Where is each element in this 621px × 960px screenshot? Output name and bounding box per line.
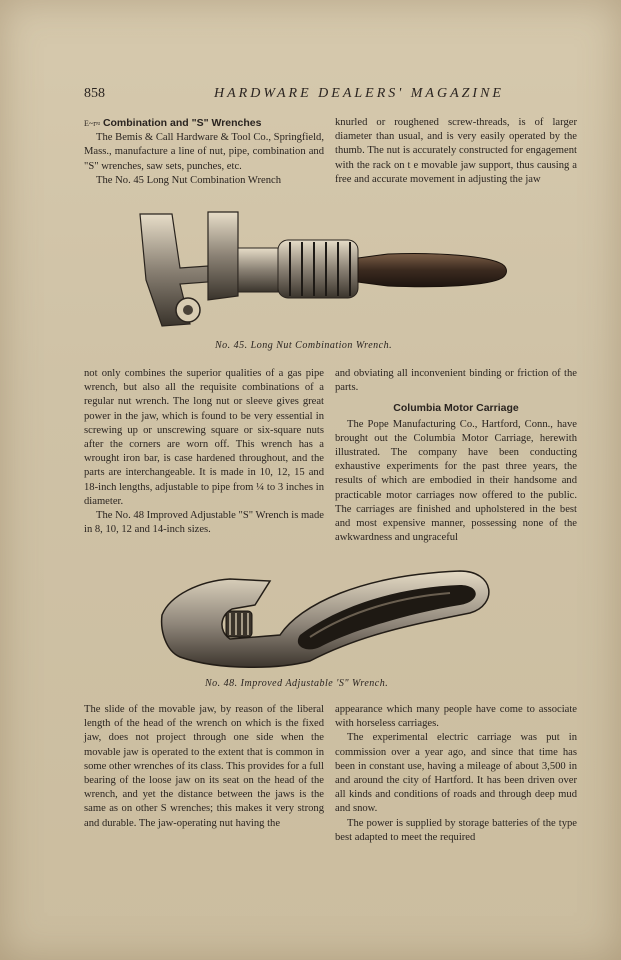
column-middle-left <box>84 367 324 537</box>
column-top-right <box>335 116 577 187</box>
page-number: 858 <box>84 86 105 101</box>
paragraph: and obviating all inconvenient binding or friction of the parts. <box>335 368 577 394</box>
paragraph: not only combines the superior qualities of a gas pipe wrench, but also all the requisite combinations of a regular nut wrench. The long nut or sleeve gives great power in the jaw, which is found to be very essential in screwing up or unscrewing square or six-square nuts after the corners are worn off. This wrench has a wrought iron bar, is case hardened throughout, and the parts are interchangeable. It is made in 10, 12, 15 and 18-inch lengths, adjustable to pipe from ¼ to 3 inches in diameter. <box>84 368 324 507</box>
paragraph: The slide of the movable jaw, by reason of the liberal length of the head of the wrench on which is the fixed jaw, does not project through one side when the movable jaw is operated to the extent that is common in some other wrenches of its class. This provides for a full bearing of the loose jaw on its seat on the head of the wrench, and yet the distance between the jaws is the same as on other S wrenches; this makes it very strong and durable. The jaw-operating nut having the <box>84 704 324 829</box>
heading-mark: E~r≈ <box>84 119 101 128</box>
paragraph: The Bemis & Call Hardware & Tool Co., Springfield, Mass., manufacture a line of nut, pipe, combination and "S" wrenches, saw sets, punches, etc. <box>84 132 324 172</box>
paragraph: The No. 45 Long Nut Combination Wrench <box>96 174 282 186</box>
page-header <box>84 86 573 106</box>
paragraph: The No. 48 Improved Adjustable "S" Wrench is made in 8, 10, 12 and 14-inch sizes. <box>84 510 324 536</box>
paragraph: The experimental electric carriage was put in commission over a year ago, and since that time has been in constant use, having a mileage of about 3,500 in and around the city of Hartford. It has been driven over all kinds and conditions of roads and through deep mud and snow. <box>335 732 577 815</box>
heading-text: Combination and "S" Wrenches <box>102 117 262 129</box>
paragraph: appearance which many people have come to associate with horseless carriages. <box>335 704 577 730</box>
paragraph: knurled or roughened screw-threads, is of larger diameter than usual, and is very easily operated by the thumb. The nut is accurately constructed for engagement with the rack on t e movable jaw support, thus causing a free and accurate movement in adjusting the jaw <box>335 117 577 185</box>
magazine-title: HARDWARE DEALERS' MAGAZINE <box>214 86 504 101</box>
column-bottom-right <box>335 703 577 845</box>
article-heading-columbia: Columbia Motor Carriage <box>393 402 519 415</box>
column-middle-right <box>335 367 577 545</box>
paragraph: The Pope Manufacturing Co., Hartford, Conn., have brought out the Columbia Motor Carriage, herewith illustrated. The company have been conducting exhaustive experiments for the past three years, the results of which are embodied in their handsome and practicable motor carriages now offered to the public. The carriages are finished and upholstered in the best and most expensive manner, possessing none of the awkwardness and ungraceful <box>335 418 577 544</box>
s-wrench-illustration <box>160 565 500 673</box>
figure-caption-no48: No. 48. Improved Adjustable 'S" Wrench. <box>205 678 389 689</box>
paragraph: The power is supplied by storage batteries of the type best adapted to meet the required <box>335 817 577 843</box>
article-heading-wrenches <box>84 116 324 131</box>
figure-caption-no45: No. 45. Long Nut Combination Wrench. <box>215 340 393 351</box>
column-bottom-left <box>84 703 324 831</box>
column-top-left <box>84 116 324 188</box>
long-nut-wrench-illustration <box>138 208 510 336</box>
